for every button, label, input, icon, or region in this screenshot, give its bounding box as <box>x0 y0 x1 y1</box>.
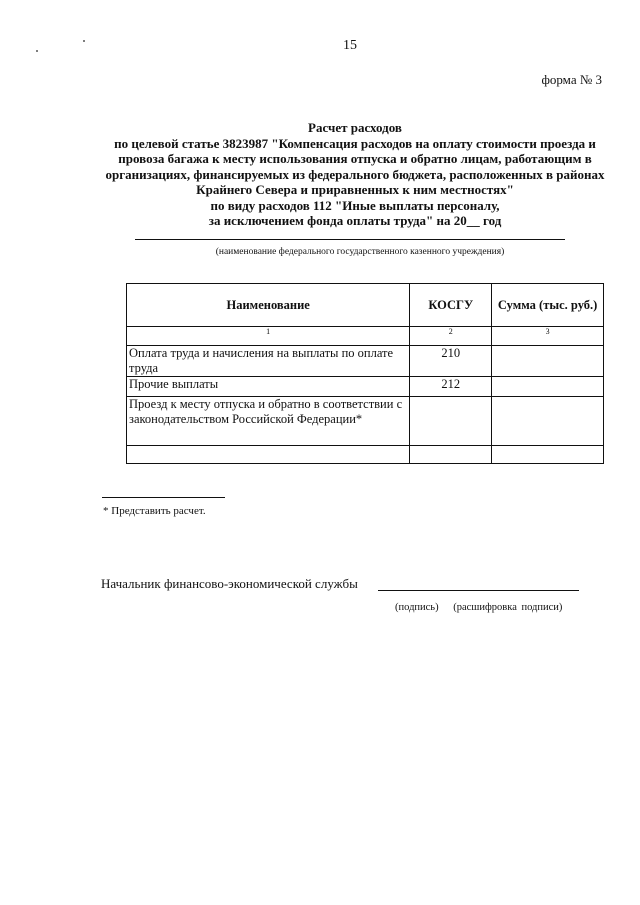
row-amount <box>492 446 604 464</box>
scan-speck <box>83 40 85 42</box>
column-number: 1 <box>127 327 410 346</box>
row-name: Оплата труда и начисления на выплаты по оплате труда <box>127 346 410 377</box>
row-code: 210 <box>410 346 492 377</box>
table-row <box>127 377 604 397</box>
signature-caption <box>395 602 572 613</box>
table-row <box>127 346 604 377</box>
table-header-row <box>127 284 604 327</box>
signature-line <box>378 590 579 591</box>
title-line: по целевой статье 3823987 "Компенсация расходов на оплату стоимости проезда и <box>114 135 596 151</box>
footnote: * Представить расчет. <box>103 505 206 517</box>
column-number: 2 <box>410 327 492 346</box>
page-number: 15 <box>343 38 357 53</box>
title-line: за исключением фонда оплаты труда" на 20__ год <box>208 213 502 228</box>
title-line: Расчет расходов <box>308 120 402 135</box>
row-code: 212 <box>410 377 492 397</box>
title-line: Крайнего Севера и приравненных к ним местностях" <box>196 182 514 197</box>
row-name: Проезд к месту отпуска и обратно в соответствии с законодательством Российской Федерации* <box>127 397 410 446</box>
org-name-caption: (наименование федерального государственного казенного учреждения) <box>215 247 505 257</box>
form-label: форма № 3 <box>541 72 602 87</box>
signature-label: (подпись) <box>395 602 439 613</box>
column-number-row <box>127 327 604 346</box>
title-line: провоза багажа к месту использования отпуска и обратно лицам, работающим в <box>118 151 592 166</box>
table-row <box>127 446 604 464</box>
row-code <box>410 446 492 464</box>
decode-label: (расшифровка подписи) <box>453 602 563 613</box>
column-number: 3 <box>492 327 604 346</box>
expenses-table <box>126 283 604 464</box>
document-title <box>100 120 610 229</box>
row-name <box>127 446 410 464</box>
row-name: Прочие выплаты <box>127 377 410 397</box>
footnote-separator <box>102 497 225 498</box>
row-amount <box>492 377 604 397</box>
header-kosgu: КОСГУ <box>410 284 492 327</box>
title-line: организациях, финансируемых из федерального бюджета, расположенных в районах <box>105 166 605 182</box>
org-name-line <box>135 239 565 240</box>
row-code <box>410 397 492 446</box>
table-row <box>127 397 604 446</box>
header-name: Наименование <box>127 284 410 327</box>
header-amount: Сумма (тыс. руб.) <box>492 284 604 327</box>
signatory-position: Начальник финансово-экономической службы <box>101 576 358 591</box>
row-amount <box>492 346 604 377</box>
title-line: по виду расходов 112 "Иные выплаты персоналу, <box>210 197 500 213</box>
scan-speck <box>36 50 38 52</box>
row-amount <box>492 397 604 446</box>
